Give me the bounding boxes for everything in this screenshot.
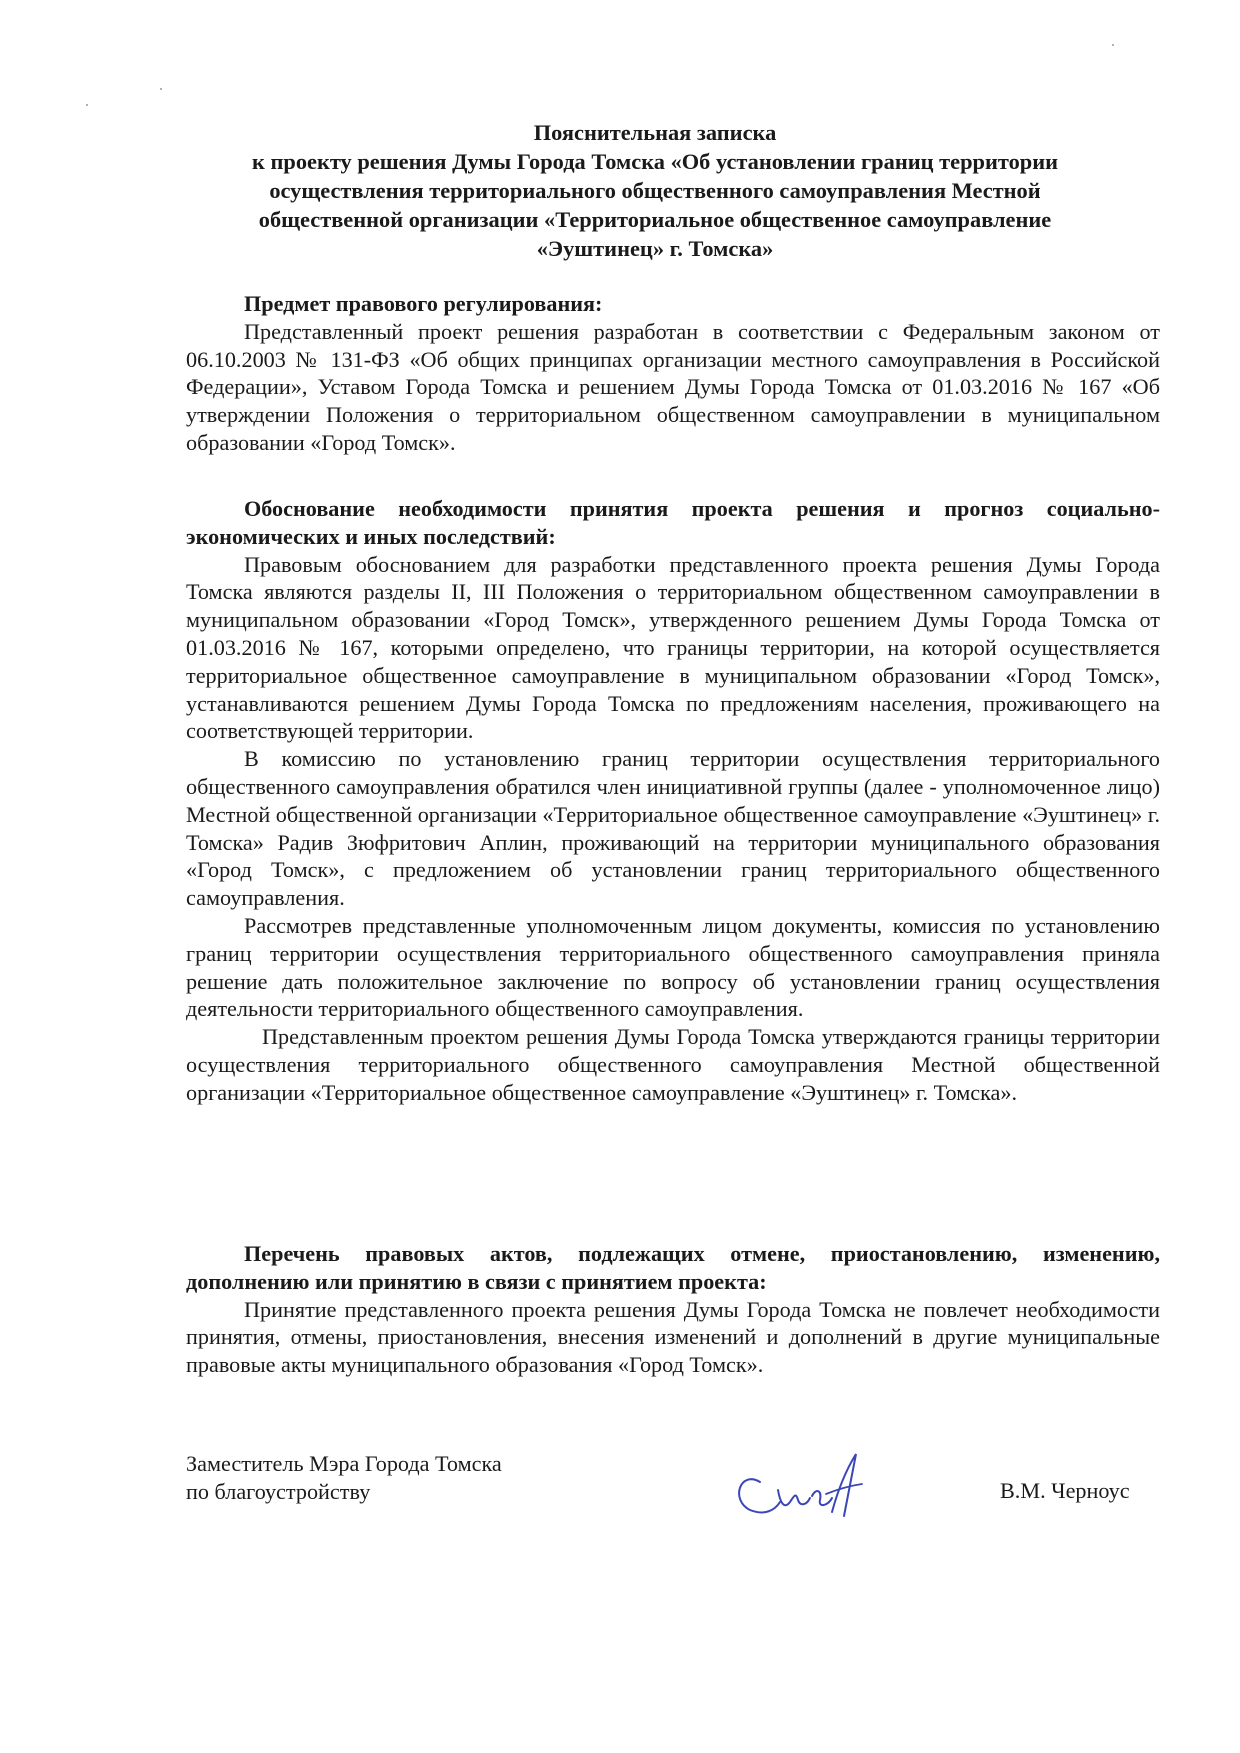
- scan-speck: [160, 88, 162, 90]
- signatory-name: В.М. Черноус: [1000, 1478, 1130, 1503]
- title-line: Пояснительная записка: [533, 120, 777, 145]
- title-line: «Эуштинец» г. Томска»: [536, 236, 774, 261]
- handwritten-signature: [720, 1440, 880, 1540]
- title-line: общественной организации «Территориальное общественное самоуправление: [258, 207, 1052, 232]
- section-justification: [186, 495, 1160, 1107]
- paragraph: В комиссию по установлению границ территории осуществления территориального общественного самоуправления обратился член инициативной группы (далее - уполномоченное лицо) Местной общественной организации «Территориальное общественное самоуправление «Эуштинец» г. Томска» Радив Зюфритович Аплин, проживающий на территории муниципального образования «Город Томск», с предложением об установлении границ территориального общественного самоуправления.: [186, 746, 1160, 911]
- paragraph: Правовым обоснованием для разработки представленного проекта решения Думы Города Томска являются разделы II, III Положения о территориальном общественном самоуправлении в муниципальном образовании «Город Томск», утвержденного решением Думы Города Томска от 01.03.2016 № 167, которыми определено, что границы территории, на которой осуществляется территориальное общественное самоуправление в муниципальном образовании «Город Томск», устанавливаются решением Думы Города Томска по предложениям населения, проживающего на соответствующей территории.: [186, 551, 1160, 744]
- section-heading: Предмет правового регулирования:: [244, 291, 603, 316]
- document-title: [190, 118, 1120, 263]
- scan-speck: [86, 104, 88, 106]
- title-line: к проекту решения Думы Города Томска «Об установлении границ территории: [251, 149, 1059, 174]
- position-line: по благоустройству: [186, 1479, 371, 1504]
- title-line: осуществления территориального общественного самоуправления Местной: [269, 178, 1041, 203]
- paragraph: Рассмотрев представленные уполномоченным лицом документы, комиссия по установлению границ территории осуществления территориального общественного самоуправления приняла решение дать положительное заключение по вопросу об установлении границ осуществления деятельности территориального общественного самоуправления.: [186, 912, 1160, 1022]
- paragraph: Представленным проектом решения Думы Города Томска утверждаются границы территории осуществления территориального общественного самоуправления Местной общественной организации «Территориальное общественное самоуправление «Эуштинец» г. Томска».: [186, 1024, 1160, 1105]
- paragraph: Представленный проект решения разработан в соответствии с Федеральным законом от 06.10.2003 № 131-ФЗ «Об общих принципах организации местного самоуправления в Российской Федерации», Уставом Города Томска и решением Думы Города Томска от 01.03.2016 № 167 «Об утверждении Положения о территориальном общественном самоуправлении в муниципальном образовании «Город Томск».: [186, 318, 1160, 455]
- section-heading: Обоснование необходимости принятия проекта решения и прогноз социально-экономических и иных последствий:: [186, 496, 1160, 549]
- signatory-position: [186, 1450, 502, 1506]
- scan-speck: [1112, 44, 1114, 46]
- paragraph: Принятие представленного проекта решения Думы Города Томска не повлечет необходимости принятия, отмены, приостановления, внесения изменений и дополнений в другие муниципальные правовые акты муниципального образования «Город Томск».: [186, 1296, 1160, 1378]
- section-heading: Перечень правовых актов, подлежащих отмене, приостановлению, изменению, дополнению или принятию в связи с принятием проекта:: [186, 1241, 1160, 1294]
- section-legal-acts: [186, 1240, 1160, 1379]
- section-subject: [186, 290, 1160, 457]
- position-line: Заместитель Мэра Города Томска: [186, 1451, 502, 1476]
